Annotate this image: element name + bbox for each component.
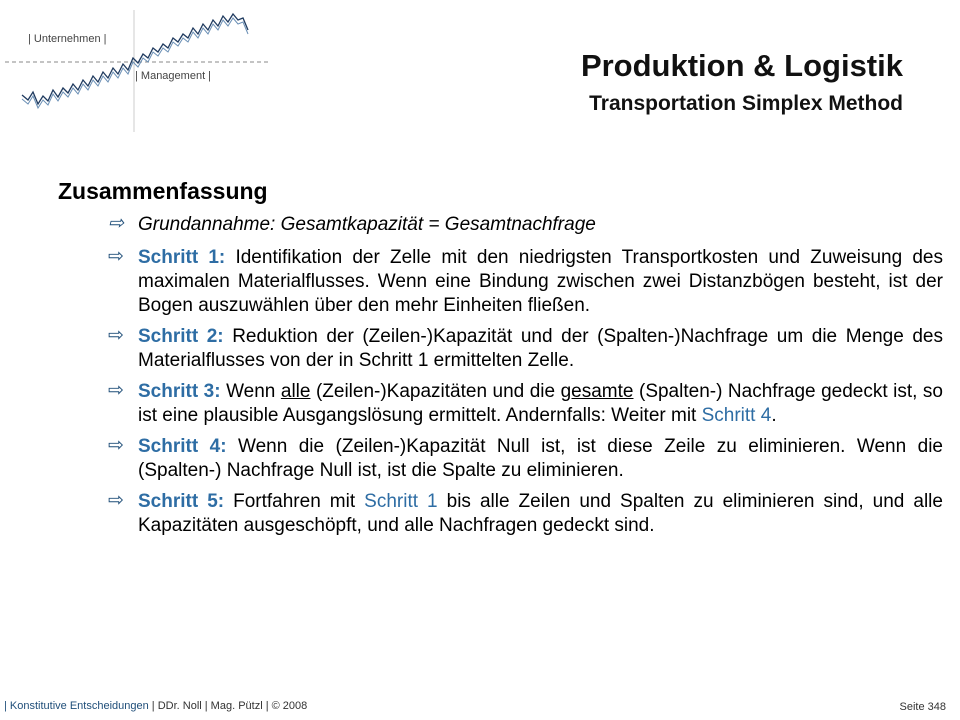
step-label: Schritt 4: [138,436,227,457]
logo-text-management: | Management | [135,70,212,82]
underlined-word: gesamte [560,381,634,402]
page-title: Produktion & Logistik [580,48,903,83]
footer-section: | Konstitutive Entscheidungen [4,700,149,712]
step-label: Schritt 3: [138,381,221,402]
step-reference: Schritt 4 [701,405,772,426]
list-item-step-3 [108,380,943,428]
arrow-right-icon: ⇨ [108,325,124,346]
list-item-step-5 [108,490,943,538]
arrow-right-icon: ⇨ [108,435,124,456]
arrow-right-icon: ⇨ [108,246,124,267]
list-item-step-4 [108,435,943,483]
underlined-word: alle [280,381,311,402]
step-text: (Zeilen-)Kapazitäten und die [310,381,561,402]
section-heading: Zusammenfassung [58,178,268,204]
footer-authors: | DDr. Noll | Mag. Pützl | © 2008 [148,700,308,712]
step-text: Reduktion der (Zeilen-)Kapazität und der (Spalten-)Nachfrage um die Menge des Materialflusses von der in Schritt 1 ermittelten Zelle. [138,326,943,371]
arrow-right-icon: ⇨ [108,490,124,511]
list-item-step-1 [108,246,943,318]
step-label: Schritt 5: [138,491,225,512]
page-subtitle: Transportation Simplex Method [589,92,903,115]
step-reference: Schritt 1 [364,491,438,512]
logo-text-unternehmen: | Unternehmen | [28,33,107,45]
step-label: Schritt 1: [138,247,226,268]
assumption-text: Grundannahme: Gesamtkapazität = Gesamtnachfrage [138,214,596,235]
arrow-right-icon: ⇨ [108,213,124,234]
footer [4,700,307,712]
page-number: Seite 348 [899,701,946,713]
arrow-right-icon: ⇨ [108,380,124,401]
step-text: bis alle Zeilen und Spalten zu eliminieren sind, und alle Kapazitäten ausgeschöpft, und alle Nachfragen gedeckt sind. [138,491,943,536]
step-text: (Spalten-) Nachfrage gedeckt ist, so ist eine plausible Ausgangslösung ermittelt. Andernfalls: Weiter mit [138,381,943,426]
step-text: . [771,405,777,426]
list-item-step-2 [108,325,943,373]
step-text: Fortfahren mit [224,491,365,512]
step-text: Wenn [220,381,281,402]
step-text: Identifikation der Zelle mit den niedrigsten Transportkosten und Zuweisung des maximalen Materialflusses. Wenn eine Bindung zwischen zwei Distanzbögen besteht, ist der Bogen auszuwählen über den mehr Einheiten fließen. [138,247,943,316]
summary-list [108,213,943,545]
list-item-assumption [108,213,943,237]
step-text: Wenn die (Zeilen-)Kapazität Null ist, ist diese Zeile zu eliminieren. Wenn die (Spalten-) Nachfrage Null ist, ist die Spalte zu eliminieren. [138,436,943,481]
step-label: Schritt 2: [138,326,224,347]
